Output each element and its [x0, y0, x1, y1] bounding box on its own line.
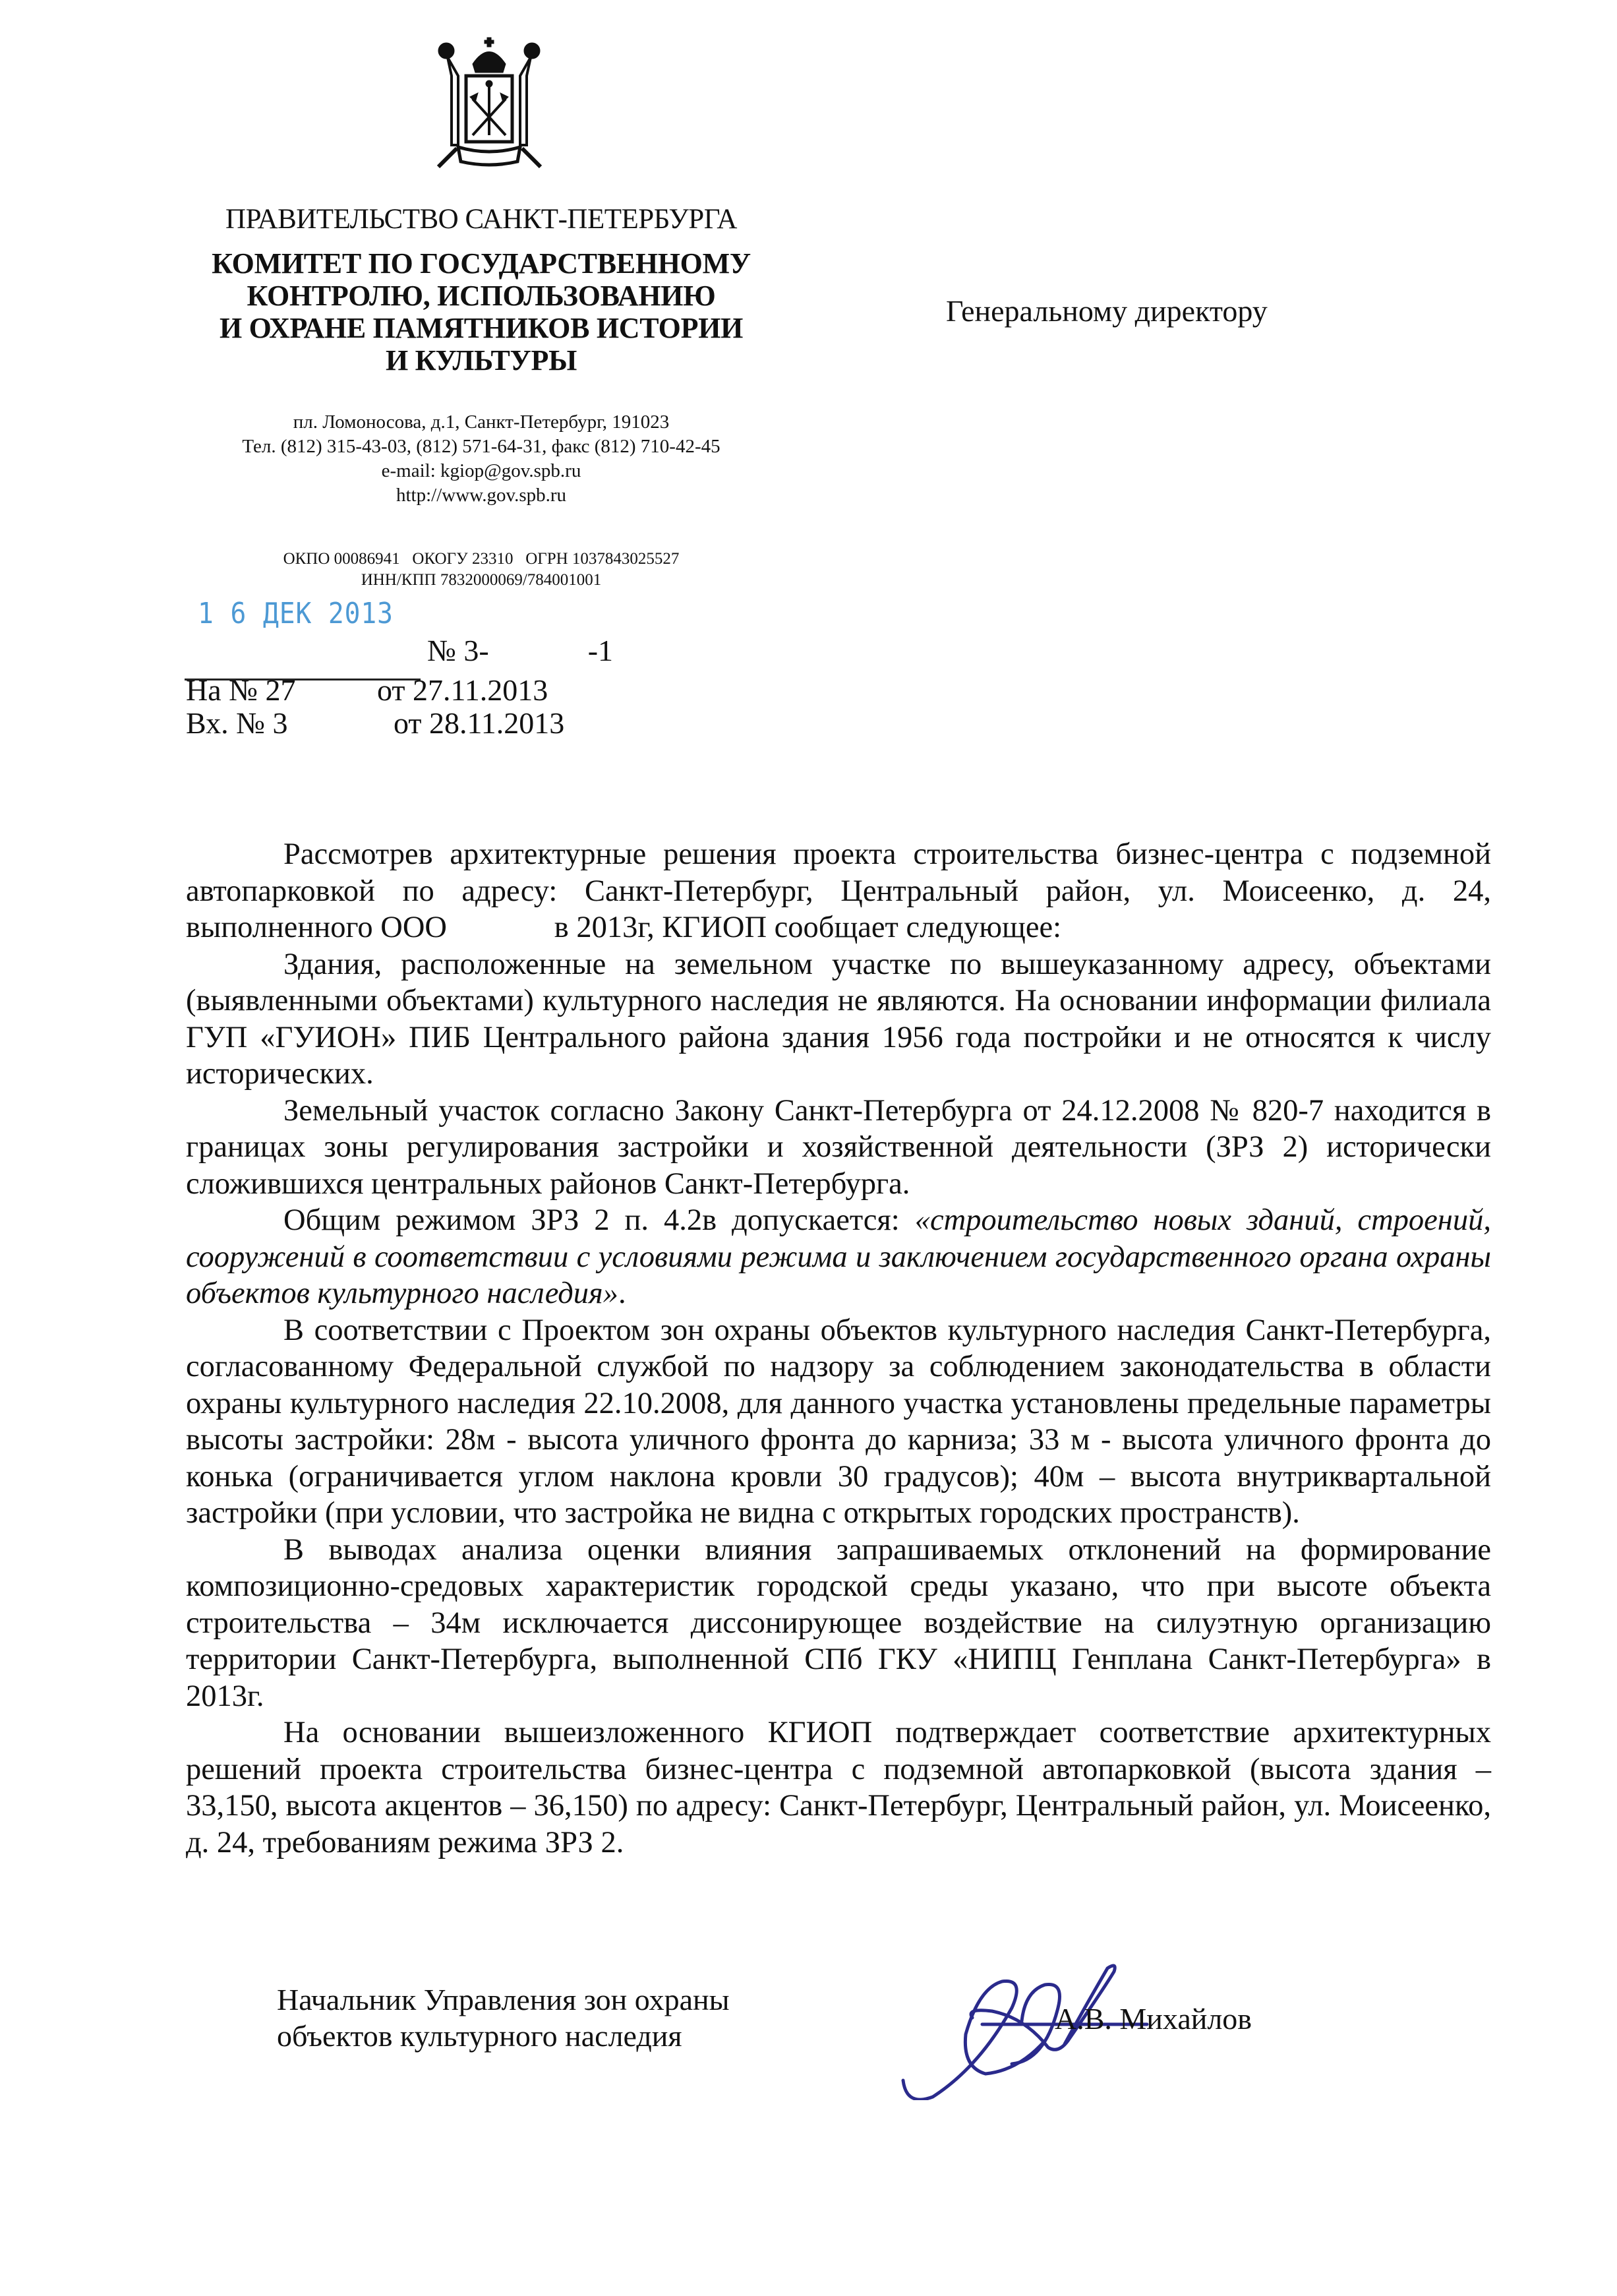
- paragraph: Земельный участок согласно Закону Санкт-Петербурга от 24.12.2008 № 820-7 находится в границах зоны регулирования застройки и хозяйственной деятельности (ЗРЗ 2) исторически сложившихся центральных районов Санкт-Петербурга.: [186, 1093, 1491, 1201]
- paragraph: Здания, расположенные на земельном участке по вышеуказанному адресу, объектами (выявленными объектами) культурного наследия не являются. На основании информации филиала ГУП «ГУИОН» ПИБ Центрального района здания 1956 года постройки и не относятся к числу исторических.: [186, 947, 1491, 1091]
- reply-to-reference: [186, 673, 548, 708]
- committee-line: И ОХРАНЕ ПАМЯТНИКОВ ИСТОРИИ: [219, 312, 744, 344]
- outgoing-number-suffix: -1: [587, 634, 614, 667]
- incoming-reference: [186, 706, 564, 740]
- signer-title: [277, 1981, 730, 2054]
- reply-to-number: На № 27: [186, 673, 296, 707]
- paragraph: [186, 1202, 1491, 1312]
- codes-line: ОКПО 00086941 ОКОГУ 23310 ОГРН 1037843025527: [283, 550, 680, 568]
- letter-body: [186, 836, 1499, 1861]
- outgoing-number-prefix: № 3-: [427, 634, 489, 667]
- incoming-number: Вх. № 3: [186, 706, 288, 740]
- quoted-regulation: «строительство новых зданий, строений, сооружений в соответствии с условиями режима и заключением государственного органа охраны объектов культурного наследия»: [186, 1203, 1491, 1310]
- registry-codes: [191, 549, 771, 591]
- paragraph: В соответствии с Проектом зон охраны объектов культурного наследия Санкт-Петербурга, согласованному Федеральной службой по надзору за соблюдением законодательства в области охраны культурного наследия 22.10.2008, для данного участка установлены предельные параметры высоты застройки: 28м - высота уличного фронта до карниза; 33 м - высота уличного фронта до конька (ограничивается углом наклона кровли 30 градусов); 40м – высота внутриквартальной застройки (при условии, что застройка не видна с открытых городских пространств).: [186, 1313, 1491, 1530]
- committee-name: [191, 247, 771, 377]
- committee-line: КОНТРОЛЮ, ИСПОЛЬЗОВАНИЮ: [247, 280, 716, 312]
- paragraph: Рассмотрев архитектурные решения проекта строительства бизнес-центра с подземной автопарковкой по адресу: Санкт-Петербург, Центральный район, ул. Моисеенко, д. 24, выполненного ООО в 2013г, КГИОП сообщает следующее:: [186, 837, 1499, 944]
- outgoing-number: [427, 633, 613, 668]
- website-link[interactable]: http://www.gov.spb.ru: [396, 485, 567, 506]
- committee-line: И КУЛЬТУРЫ: [385, 344, 577, 377]
- date-stamp: 1 6 ДЕК 2013: [198, 597, 394, 630]
- paragraph: На основании вышеизложенного КГИОП подтверждает соответствие архитектурных решений проекта строительства бизнес-центра с подземной автопарковкой (высота здания – 33,150, высота акцентов – 36,150) по адресу: Санкт-Петербург, Центральный район, ул. Моисеенко, д. 24, требованиям режима ЗРЗ 2.: [186, 1716, 1491, 1859]
- signer-title-line: объектов культурного наследия: [277, 2019, 682, 2053]
- codes-line: ИНН/КПП 7832000069/784001001: [361, 571, 602, 589]
- phone-line: Тел. (812) 315-43-03, (812) 571-64-31, факс (812) 710-42-45: [242, 436, 720, 457]
- email-link[interactable]: e-mail: kgiop@gov.spb.ru: [381, 460, 581, 481]
- incoming-date: от 28.11.2013: [394, 706, 565, 740]
- committee-line: КОМИТЕТ ПО ГОСУДАРСТВЕННОМУ: [212, 247, 751, 280]
- addressee: Генеральному директору: [946, 294, 1268, 328]
- signer-name: А.В. Михайлов: [1055, 2002, 1252, 2036]
- signer-title-line: Начальник Управления зон охраны: [277, 1983, 730, 2016]
- reply-to-date: от 27.11.2013: [377, 673, 548, 707]
- coat-of-arms-icon: [432, 36, 547, 168]
- government-name: ПРАВИТЕЛЬСТВО САНКТ-ПЕТЕРБУРГА: [225, 204, 737, 235]
- paragraph-text: Общим режимом ЗРЗ 2 п. 4.2в допускается:: [283, 1203, 915, 1237]
- contact-block: [191, 410, 771, 508]
- paragraph-end: .: [618, 1277, 626, 1310]
- address-line: пл. Ломоносова, д.1, Санкт-Петербург, 191023: [293, 411, 670, 433]
- paragraph: В выводах анализа оценки влияния запрашиваемых отклонений на формирование композиционно-средовых характеристик городской среды указано, что при высоте объекта строительства – 34м исключается диссонирующее воздействие на силуэтную организацию территории Санкт-Петербурга, выполненной СПб ГКУ «НИПЦ Генплана Санкт-Петербурга» в 2013г.: [186, 1532, 1491, 1713]
